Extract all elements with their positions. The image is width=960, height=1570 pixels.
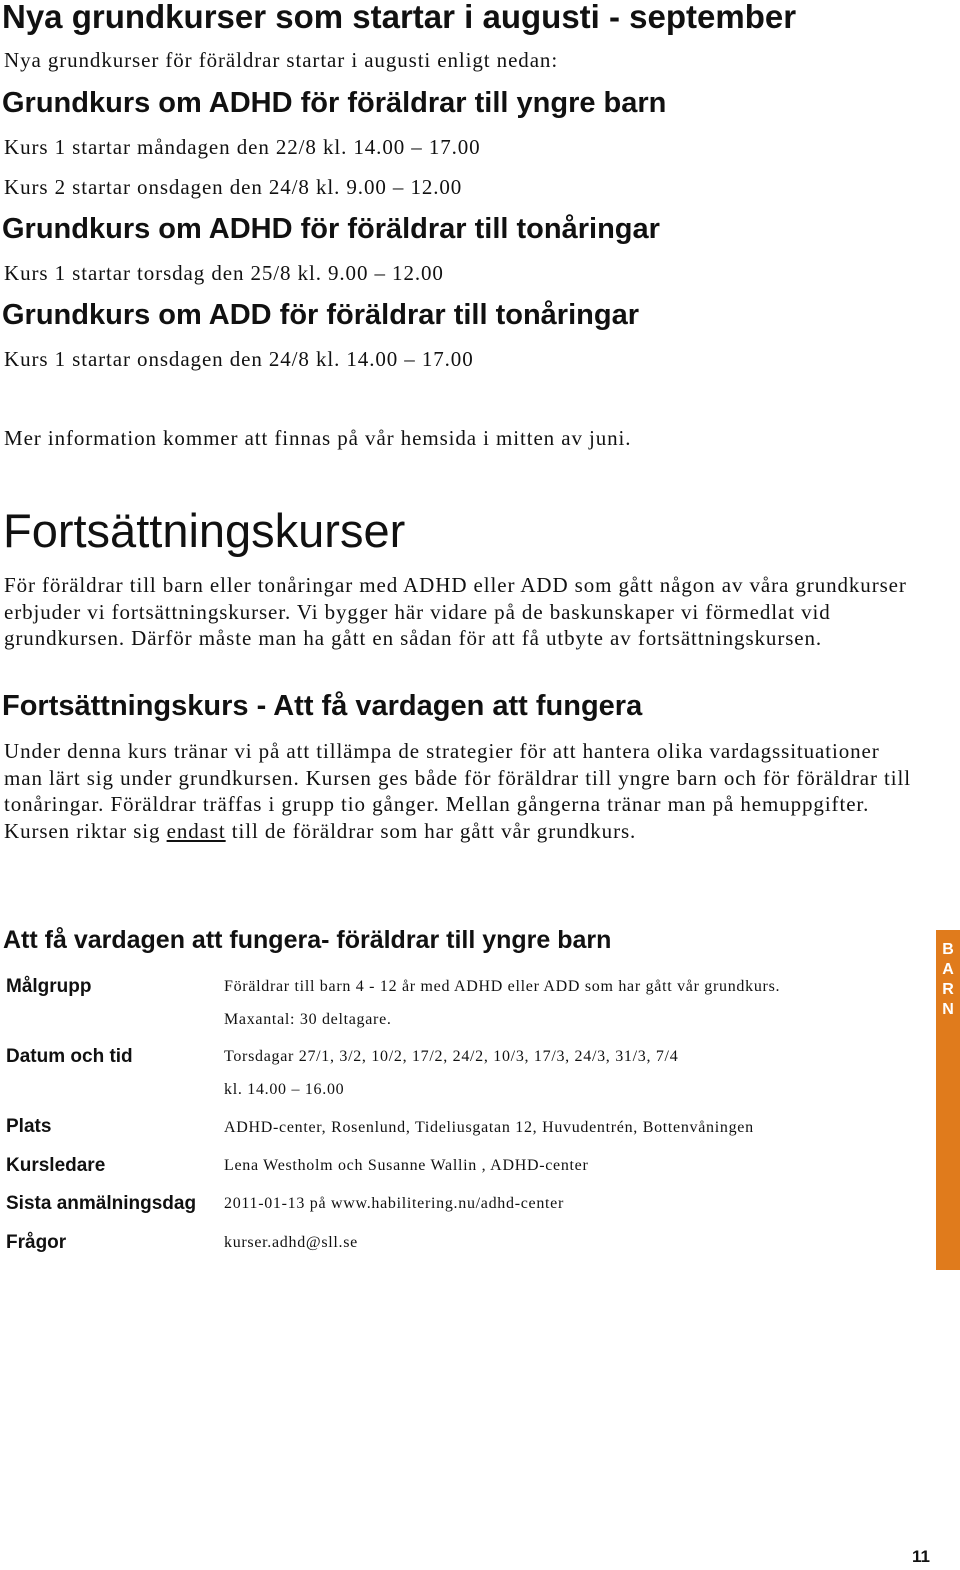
- course-heading-adhd-teen: Grundkurs om ADHD för föräldrar till tonåringar: [2, 213, 660, 245]
- label-sista-anmalningsdag: Sista anmälningsdag: [6, 1193, 197, 1214]
- value-datum-tid: Torsdagar 27/1, 3/2, 10/2, 17/2, 24/2, 10/3, 17/3, 24/3, 31/3, 7/4: [224, 1048, 679, 1065]
- value-malgrupp: Föräldrar till barn 4 - 12 år med ADHD eller ADD som har gått vår grundkurs.: [224, 978, 781, 995]
- intro-text: Nya grundkurser för föräldrar startar i augusti enligt nedan:: [4, 48, 559, 72]
- side-tab-label: B A R N: [942, 941, 954, 1018]
- course-add-teen-kurs1: Kurs 1 startar onsdagen den 24/8 kl. 14.00 – 17.00: [4, 347, 474, 371]
- course-adhd-young-kurs1: Kurs 1 startar måndagen den 22/8 kl. 14.00 – 17.00: [4, 135, 481, 159]
- label-malgrupp: Målgrupp: [6, 976, 92, 997]
- side-tab-barn: [936, 930, 960, 1270]
- value-datum-tid-time: kl. 14.00 – 16.00: [224, 1081, 345, 1098]
- page-title: Nya grundkurser som startar i augusti - september: [2, 0, 797, 35]
- page-number: 11: [912, 1547, 930, 1566]
- value-plats: ADHD-center, Rosenlund, Tideliusgatan 12, Huvudentrén, Bottenvåningen: [224, 1119, 754, 1136]
- continuation-paragraph: För föräldrar till barn eller tonåringar med ADHD eller ADD som gått någon av våra grundkurser erbjuder vi fortsättningskurser. Vi bygger här vidare på de baskunskaper vi förmedlat vid grundkursen. Därför måste man ha gått en sådan för att få utbyte av fortsättningskursen.: [4, 573, 907, 651]
- course-adhd-teen-kurs1: Kurs 1 startar torsdag den 25/8 kl. 9.00 – 12.00: [4, 261, 444, 285]
- value-sista-anmalningsdag: 2011-01-13 på www.habilitering.nu/adhd-center: [224, 1195, 564, 1212]
- value-fragor: kurser.adhd@sll.se: [224, 1234, 358, 1251]
- label-kursledare: Kursledare: [6, 1155, 106, 1176]
- course-heading-adhd-young: Grundkurs om ADHD för föräldrar till yngre barn: [2, 87, 667, 119]
- course-heading-add-teen: Grundkurs om ADD för föräldrar till tonåringar: [2, 299, 639, 331]
- continuation-course-title: Fortsättningskurs - Att få vardagen att fungera: [2, 690, 643, 722]
- label-datum-tid: Datum och tid: [6, 1046, 133, 1067]
- course-adhd-young-kurs2: Kurs 2 startar onsdagen den 24/8 kl. 9.00 – 12.00: [4, 175, 463, 199]
- continuation-title: Fortsättningskurser: [3, 504, 406, 557]
- continuation-course-paragraph: [4, 738, 924, 845]
- details-title: Att få vardagen att fungera- föräldrar till yngre barn: [3, 926, 612, 954]
- course-text-part1: Under denna kurs tränar vi på att tillämpa de strategier för att hantera olika vardagssituationer man lärt sig under grundkursen. Kursen ges både för föräldrar till yngre barn och för föräldrar till tonåringar. Föräldrar träffas i grupp tio gånger. Mellan gångerna tränar man på hemuppgifter. Kursen riktar sig: [4, 739, 911, 844]
- label-fragor: Frågor: [6, 1232, 67, 1253]
- value-malgrupp-max: Maxantal: 30 deltagare.: [224, 1011, 392, 1028]
- more-info-text: Mer information kommer att finnas på vår hemsida i mitten av juni.: [4, 426, 632, 450]
- label-plats: Plats: [6, 1116, 52, 1137]
- value-kursledare: Lena Westholm och Susanne Wallin , ADHD-center: [224, 1157, 589, 1174]
- course-text-part2: till de föräldrar som har gått vår grundkurs.: [225, 819, 637, 844]
- course-text-underlined: endast: [166, 819, 226, 844]
